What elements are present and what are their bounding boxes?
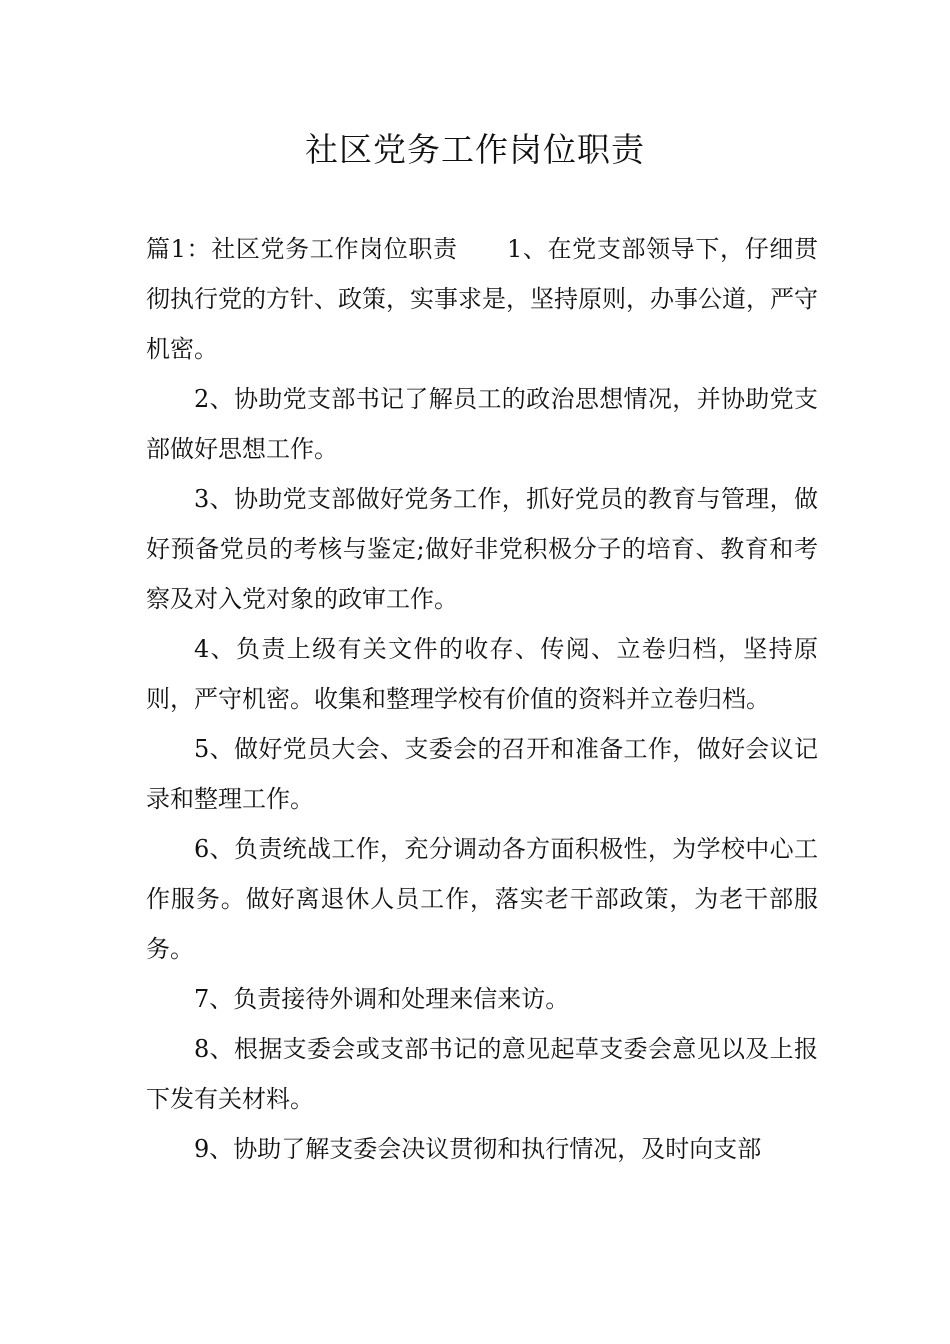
document-title: 社区党务工作岗位职责	[305, 130, 645, 169]
paragraph-2: 2、协助党支部书记了解员工的政治思想情况，并协助党支部做好思想工作。	[146, 385, 818, 463]
paragraph-6: 6、负责统战工作，充分调动各方面积极性，为学校中心工作服务。做好离退休人员工作，落实老干部政策，为老干部服务。	[146, 835, 818, 963]
paragraph-5: 5、做好党员大会、支委会的召开和准备工作，做好会议记录和整理工作。	[146, 735, 818, 813]
document-body	[146, 224, 818, 1174]
paragraph-3: 3、协助党支部做好党务工作，抓好党员的教育与管理，做好预备党员的考核与鉴定;做好非党积极分子的培育、教育和考察及对入党对象的政审工作。	[146, 485, 818, 613]
paragraph-1: 篇1：社区党务工作岗位职责 1、在党支部领导下，仔细贯彻执行党的方针、政策，实事求是，坚持原则，办事公道，严守机密。	[146, 235, 818, 363]
paragraph-7: 7、负责接待外调和处理来信来访。	[194, 985, 570, 1013]
paragraph-4: 4、负责上级有关文件的收存、传阅、立卷归档，坚持原则，严守机密。收集和整理学校有价值的资料并立卷归档。	[146, 635, 818, 713]
paragraph-9: 9、协助了解支委会决议贯彻和执行情况，及时向支部	[194, 1135, 762, 1163]
paragraph-8: 8、根据支委会或支部书记的意见起草支委会意见以及上报下发有关材料。	[146, 1035, 818, 1113]
